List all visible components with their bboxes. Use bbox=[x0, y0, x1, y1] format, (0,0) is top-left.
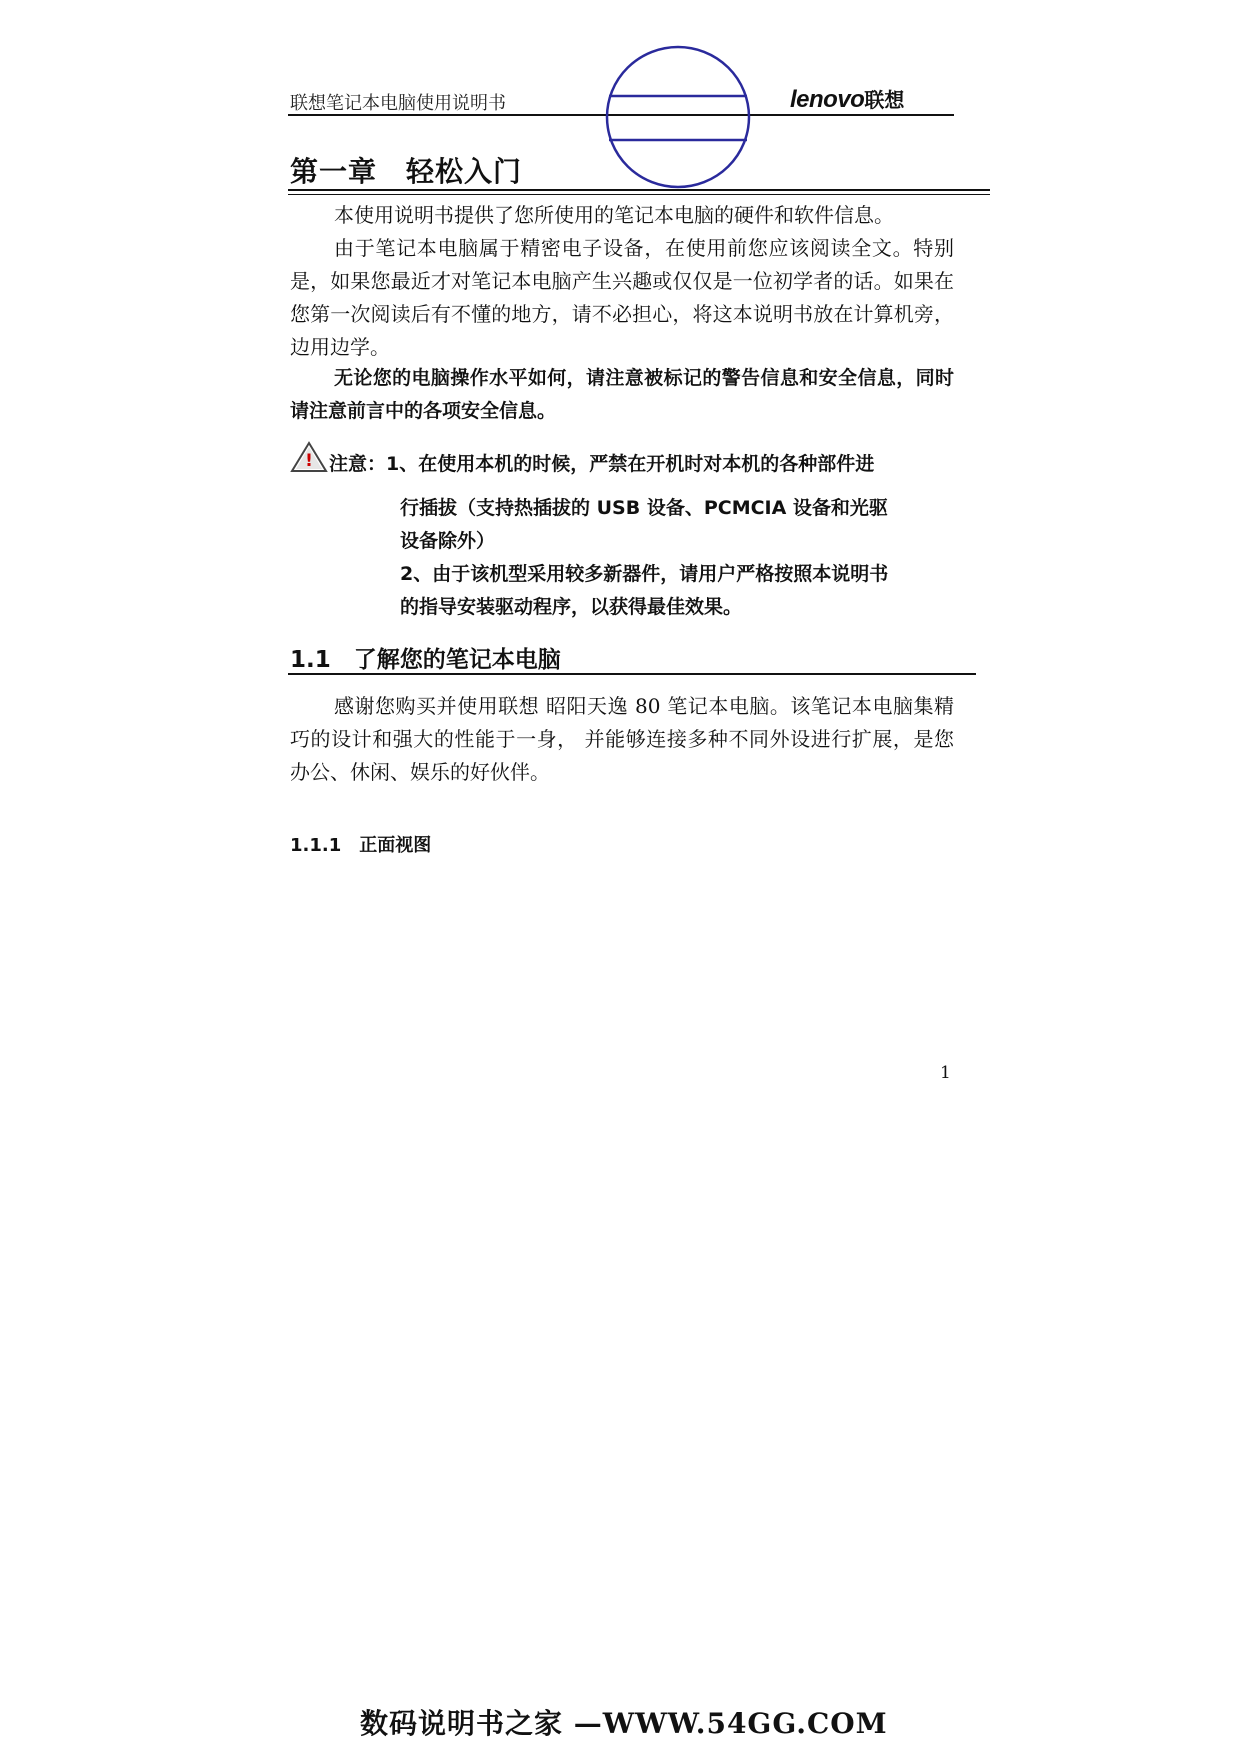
footer-watermark: 数码说明书之家 —WWW.54GG.COM bbox=[360, 1707, 888, 1740]
logo-cn: 联想 bbox=[864, 90, 905, 112]
notice-line-1: 注意：1、在使用本机的时候，严禁在开机时对本机的各种部件进 bbox=[329, 453, 875, 475]
notice-line-2: 行插拔（支持热插拔的 USB 设备、PCMCIA 设备和光驱 bbox=[400, 497, 888, 519]
svg-text:!: ! bbox=[305, 451, 313, 471]
page-number: 1 bbox=[940, 1063, 951, 1083]
section-title: 1.1 了解您的笔记本电脑 bbox=[290, 647, 561, 673]
lenovo-logo bbox=[790, 84, 904, 114]
intro-paragraph-2: 由于笔记本电脑属于精密电子设备，在使用前您应该阅读全文。特别是，如果您最近才对笔记本电脑产生兴趣或仅仅是一位初学者的话。如果在您第一次阅读后有不懂的地方，请不必担心，将这本说明书放在计算机旁，边用边学。 bbox=[290, 236, 954, 359]
notice-line-5: 的指导安装驱动程序，以获得最佳效果。 bbox=[400, 596, 743, 618]
circle-stamp bbox=[600, 44, 756, 190]
warning-triangle-icon bbox=[290, 441, 328, 473]
section-rule bbox=[288, 673, 976, 675]
chapter-title: 第一章 轻松入门 bbox=[290, 155, 523, 188]
intro-paragraph-1: 本使用说明书提供了您所使用的笔记本电脑的硬件和软件信息。 bbox=[334, 203, 894, 227]
notice-line-4: 2、由于该机型采用较多新器件，请用户严格按照本说明书 bbox=[400, 563, 889, 585]
logo-brand: lenovo bbox=[790, 86, 865, 113]
subsection-title: 1.1.1 正面视图 bbox=[290, 835, 432, 856]
section-paragraph: 感谢您购买并使用联想 昭阳天逸 80 笔记本电脑。该笔记本电脑集精巧的设计和强大的性能于一身， 并能够连接多种不同外设进行扩展，是您办公、休闲、娱乐的好伙伴。 bbox=[290, 694, 954, 784]
header-title: 联想笔记本电脑使用说明书 bbox=[290, 93, 506, 114]
notice-line-3: 设备除外） bbox=[400, 530, 496, 552]
chapter-rule bbox=[288, 189, 990, 191]
intro-paragraph-3: 无论您的电脑操作水平如何，请注意被标记的警告信息和安全信息，同时请注意前言中的各项安全信息。 bbox=[290, 367, 954, 422]
chapter-rule-thin bbox=[288, 194, 990, 195]
